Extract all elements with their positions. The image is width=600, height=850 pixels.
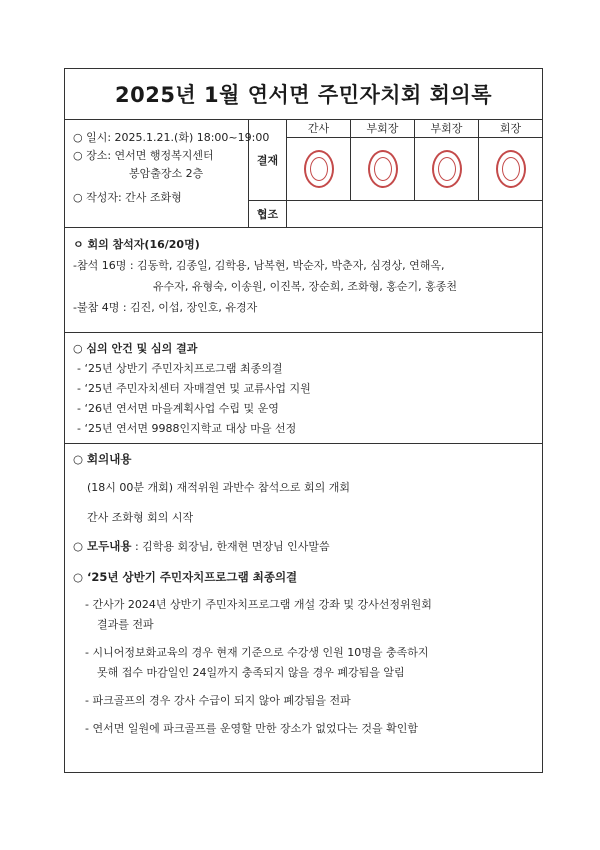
meeting-date: ○ 일시: 2025.1.21.(화) 18:00~19:00 — [73, 131, 270, 144]
signature-column — [287, 120, 351, 200]
remarks-heading: ○ 모두내용 — [73, 539, 132, 553]
page-title: 2025년 1월 연서면 주민자치회 회의록 — [114, 83, 493, 107]
minutes-document — [64, 68, 543, 773]
signature-role: 부회장 — [351, 120, 414, 138]
program-heading: ○ ‘25년 상반기 주민자치프로그램 최종의결 — [73, 570, 298, 584]
program-item — [73, 691, 542, 711]
signature-column — [351, 120, 415, 200]
program-item — [73, 595, 542, 635]
cooperation-label: 협조 — [249, 201, 287, 227]
program-item-line: - 연서면 일원에 파크골프를 운영할 만한 장소가 없었다는 것을 확인함 — [85, 722, 418, 735]
minutes-start: 간사 조화형 회의 시작 — [87, 511, 194, 524]
remarks-text: : 김학용 회장님, 한재현 면장님 인사말씀 — [131, 540, 330, 553]
attendees-absent: -불참 4명 : 김진, 이섭, 장인호, 유경자 — [73, 301, 258, 314]
agenda-heading: ○ 심의 안건 및 심의 결과 — [73, 342, 198, 355]
program-item-line: - 간사가 2024년 상반기 주민자치프로그램 개설 강좌 및 강사선정위원회 — [85, 598, 432, 611]
signature-column — [415, 120, 479, 200]
minutes-section — [65, 444, 542, 739]
program-item-line: - 시니어정보화교육의 경우 현재 기준으로 수강생 인원 10명을 충족하지 — [85, 646, 429, 659]
attendees-present: -참석 16명 : 김동학, 김종일, 김학용, 남복현, 박순자, 박춘자, 심경상, 연해옥, — [73, 259, 445, 272]
signature-role: 부회장 — [415, 120, 478, 138]
signature-area — [287, 120, 542, 200]
minutes-opening: (18시 00분 개회) 재적위원 과반수 참석으로 회의 개회 — [87, 481, 350, 494]
remarks-line — [73, 536, 542, 557]
program-item — [73, 719, 542, 739]
title-row — [65, 69, 542, 120]
seal-stamp-icon — [496, 150, 526, 188]
meta-section — [65, 120, 542, 228]
meeting-author: ○ 작성자: 간사 조화형 — [73, 191, 182, 204]
agenda-item: - ‘25년 상반기 주민자치프로그램 최종의결 — [77, 362, 283, 375]
seal-stamp-icon — [368, 150, 398, 188]
program-item-line: 결과를 전파 — [97, 618, 154, 631]
signature-role: 간사 — [287, 120, 350, 138]
attendees-heading: ㅇ 회의 참석자(16/20명) — [73, 238, 200, 251]
attendees-present-cont: 유수자, 유형숙, 이송원, 이진복, 장순희, 조화형, 홍순기, 홍종천 — [153, 280, 457, 293]
approval-block — [249, 120, 542, 227]
seal-stamp-icon — [432, 150, 462, 188]
signature-column — [479, 120, 542, 200]
meeting-place-detail: 봉암출장소 2층 — [129, 167, 204, 180]
signature-role: 회장 — [479, 120, 542, 138]
program-item — [73, 643, 542, 683]
agenda-section — [65, 333, 542, 444]
agenda-item: - ‘25년 주민자치센터 자매결연 및 교류사업 지원 — [77, 382, 311, 395]
approval-label: 결재 — [249, 120, 287, 200]
minutes-heading: ○ 회의내용 — [73, 452, 132, 466]
meeting-place: ○ 장소: 연서면 행정복지센터 — [73, 149, 214, 162]
seal-stamp-icon — [304, 150, 334, 188]
cooperation-box — [287, 201, 542, 227]
approval-row — [249, 120, 542, 201]
program-item-line: 못해 접수 마감일인 24일까지 충족되지 않을 경우 폐강됨을 알림 — [97, 666, 405, 679]
agenda-item: - ‘25년 연서면 9988인지학교 대상 마을 선정 — [77, 422, 297, 435]
program-item-line: - 파크골프의 경우 강사 수급이 되지 않아 폐강됨을 전파 — [85, 694, 351, 707]
cooperation-row — [249, 201, 542, 227]
agenda-item: - ‘26년 연서면 마을계획사업 수립 및 운영 — [77, 402, 279, 415]
attendees-section — [65, 228, 542, 333]
